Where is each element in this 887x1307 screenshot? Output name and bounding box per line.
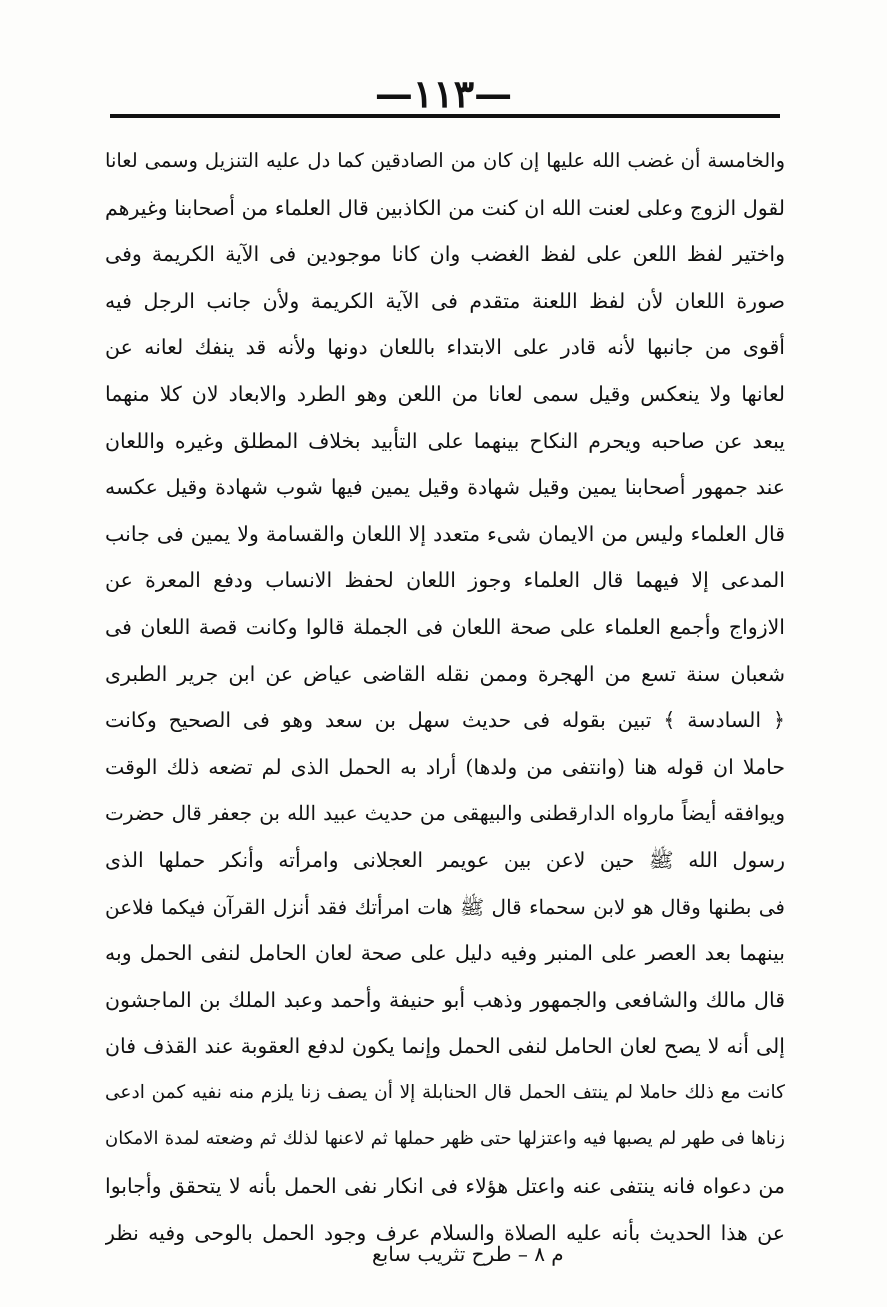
text-line: إلى أنه لا يصح لعان الحامل لنفى الحمل وإنما يكون لدفع العقوبة عند القذف فان xyxy=(105,1034,785,1059)
page-footer-signature: م ٨ – طرح تثريب سابع xyxy=(372,1242,564,1266)
text-line: لقول الزوج وعلى لعنت الله ان كنت من الكاذبين قال العلماء من أصحابنا وغيرهم xyxy=(105,195,785,220)
header-rule xyxy=(110,114,780,118)
text-line: عن هذا الحديث بأنه عليه الصلاة والسلام عرف وجود الحمل بالوحى وفيه نظر xyxy=(105,1220,785,1245)
text-line: قال العلماء وليس من الايمان شىء متعدد إلا اللعان والقسامة ولا يمين فى جانب xyxy=(105,521,785,546)
text-line: والخامسة أن غضب الله عليها إن كان من الصادقين كما دل عليه التنزيل وسمى لعانا xyxy=(105,149,785,172)
page-number: —١١٣— xyxy=(374,71,513,116)
text-line: المدعى إلا فيهما قال العلماء وجوز اللعان لحفظ الانساب ودفع المعرة عن xyxy=(105,568,785,593)
text-line: قال مالك والشافعى والجمهور وذهب أبو حنيفة وأحمد وعبد الملك بن الماجشون xyxy=(105,987,785,1012)
text-line: فى بطنها وقال هو لابن سحماء قال ﷺ هات امرأتك فقد أنزل القرآن فيكما فلاعن xyxy=(105,894,785,919)
body-text xyxy=(105,138,785,1256)
text-line: الازواج وأجمع العلماء على صحة اللعان فى الجملة قالوا وكانت قصة اللعان فى xyxy=(105,614,785,639)
text-line: رسول الله ﷺ حين لاعن بين عويمر العجلانى وامرأته وأنكر حملها الذى xyxy=(105,847,785,872)
text-line: أقوى من جانبها لأنه قادر على الابتداء باللعان دونها ولأنه قد ينفك لعانه عن xyxy=(105,335,785,360)
text-line: من دعواه فانه ينتفى عنه واعتل هؤلاء فى انكار نفى الحمل بأنه لا يتحقق وأجابوا xyxy=(105,1174,785,1199)
text-line: عند جمهور أصحابنا يمين وقيل شهادة وقيل يمين فيها شوب شهادة وقيل عكسه xyxy=(105,475,785,500)
text-line: واختير لفظ اللعن على لفظ الغضب وان كانا موجودين فى الآية الكريمة وفى xyxy=(105,242,785,267)
text-line: شعبان سنة تسع من الهجرة وممن نقله القاضى عياض عن ابن جرير الطبرى xyxy=(105,661,785,686)
text-line: بينهما بعد العصر على المنبر وفيه دليل على صحة لعان الحامل لنفى الحمل وبه xyxy=(105,941,785,966)
text-line: يبعد عن صاحبه ويحرم النكاح بينهما على التأبيد بخلاف المطلق وغيره واللعان xyxy=(105,428,785,453)
text-line: لعانها ولا ينعكس وقيل سمى لعانا من اللعن وهو الطرد والابعاد لان كلا منهما xyxy=(105,381,785,406)
text-line: كانت مع ذلك حاملا لم ينتف الحمل قال الحنابلة إلا أن يصف زنا يلزم منه نفيه كمن ادعى xyxy=(105,1081,785,1103)
text-line: حاملا ان قوله هنا (وانتفى من ولدها) أراد به الحمل الذى لم تضعه ذلك الوقت xyxy=(105,754,785,779)
text-line: ويوافقه أيضاً مارواه الدارقطنى والبيهقى من حديث عبيد الله بن جعفر قال حضرت xyxy=(105,801,785,826)
section-heading-line: ﴿ السادسة ﴾ تبين بقوله فى حديث سهل بن سعد وهو فى الصحيح وكانت xyxy=(105,708,785,733)
text-line: صورة اللعان لأن لفظ اللعنة متقدم فى الآية الكريمة ولأن جانب الرجل فيه xyxy=(105,288,785,313)
text-line: زناها فى طهر لم يصبها فيه واعتزلها حتى ظهر حملها ثم لاعنها لذلك ثم وضعته لمدة الامكان xyxy=(105,1128,785,1150)
